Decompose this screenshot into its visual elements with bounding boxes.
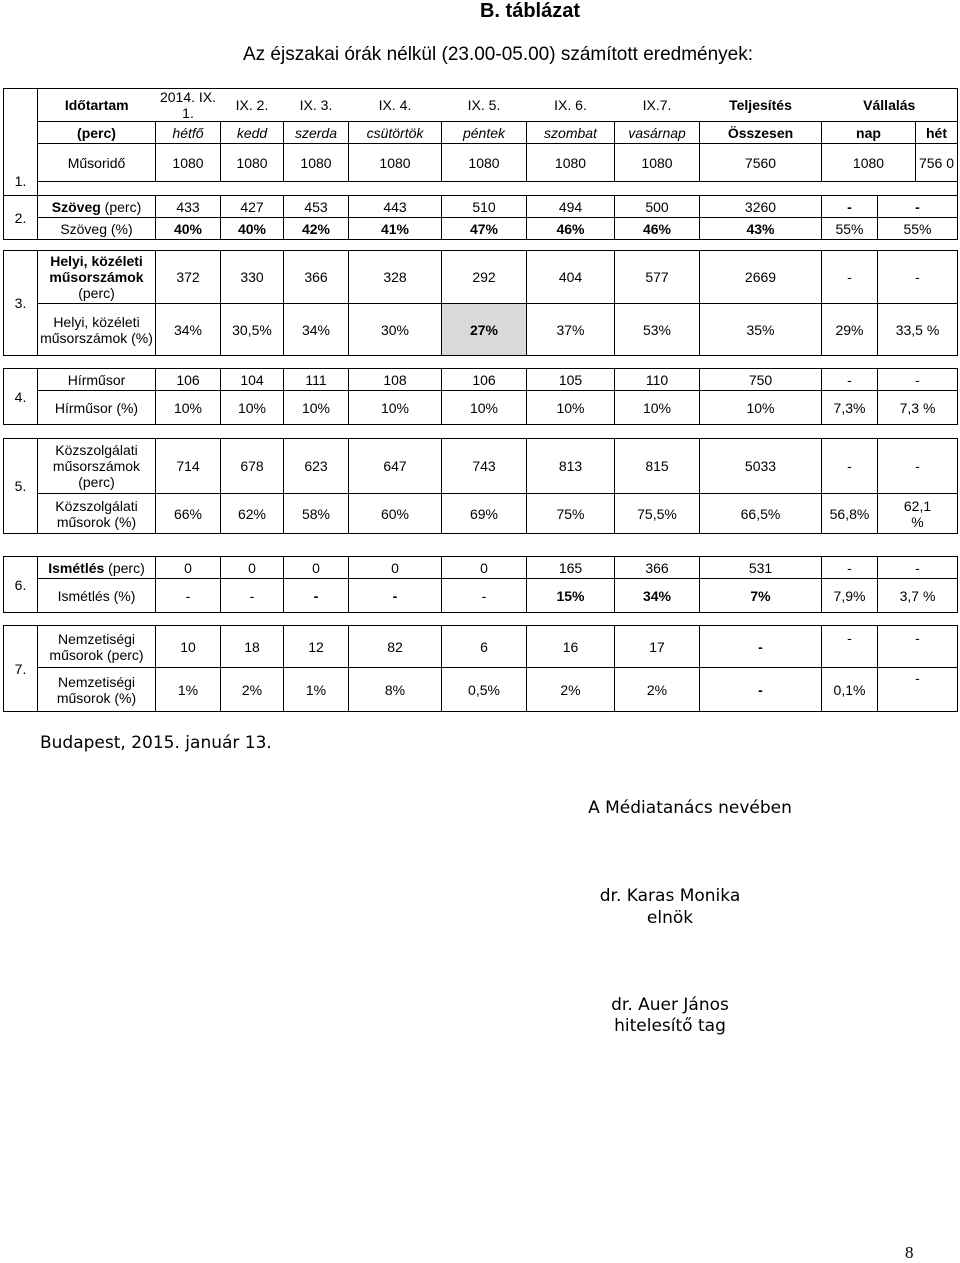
document-subtitle: Az éjszakai órák nélkül (23.00-05.00) számított eredmények: [242, 44, 754, 65]
cell-value: 647 [349, 439, 442, 494]
cell-value: 15% [527, 579, 615, 613]
cell-value: 577 [615, 251, 700, 304]
cell-value: 1% [156, 668, 221, 712]
cell-value: 1% [284, 668, 349, 712]
cell-value: 1080 [284, 144, 349, 182]
cell-value: 510 [442, 196, 527, 218]
header-weekday: szerda [284, 122, 349, 144]
cell-value: 40% [156, 218, 221, 240]
cell-value: 8% [349, 668, 442, 712]
cell-total: 2669 [700, 251, 822, 304]
row-label: Közszolgálati műsorszámok (perc) [38, 439, 156, 494]
cell-week: - [878, 439, 958, 494]
header-date: IX.7. [615, 89, 700, 122]
cell-value: 10 [156, 626, 221, 668]
cell-value: 111 [284, 369, 349, 391]
cell-day: 1080 [822, 144, 916, 182]
section-number: 5. [4, 439, 38, 534]
cell-total: 43% [700, 218, 822, 240]
row-label: Hírműsor (%) [38, 391, 156, 425]
section-7-table [3, 625, 958, 712]
section-number: 2. [4, 196, 38, 240]
cell-value: 16 [527, 626, 615, 668]
row-label-unit: (perc) [100, 198, 142, 215]
cell-value: 328 [349, 251, 442, 304]
cell-value: 6 [442, 626, 527, 668]
section-5-table [3, 438, 958, 534]
cell-value: 404 [527, 251, 615, 304]
cell-value: 500 [615, 196, 700, 218]
cell-day: 7,9% [822, 579, 878, 613]
page-number: 8 [905, 1243, 914, 1262]
cell-week: - [878, 626, 958, 668]
cell-total: 5033 [700, 439, 822, 494]
cell-value: 2% [615, 668, 700, 712]
cell-value: 58% [284, 494, 349, 534]
row-label: Közszolgálati műsorok (%) [38, 494, 156, 534]
cell-week: - [878, 668, 958, 712]
cell-value: 41% [349, 218, 442, 240]
cell-value: 106 [442, 369, 527, 391]
cell-week: - [878, 557, 958, 579]
cell-week: - [878, 251, 958, 304]
cell-week: 62,1 % [878, 494, 958, 534]
row-label: Helyi, közéleti műsorszámok (%) [38, 304, 156, 356]
cell-total: 10% [700, 391, 822, 425]
header-day: nap [822, 122, 916, 144]
cell-value: 494 [527, 196, 615, 218]
cell-day: - [822, 439, 878, 494]
cell-value: 10% [284, 391, 349, 425]
section-number: 7. [4, 626, 38, 712]
header-fulfilment: Teljesítés [700, 89, 822, 122]
cell-value: 10% [156, 391, 221, 425]
cell-value: 46% [527, 218, 615, 240]
section-4-table [3, 368, 958, 425]
cell-value: - [284, 579, 349, 613]
cell-total: 7% [700, 579, 822, 613]
cell-value: 743 [442, 439, 527, 494]
cell-value: 366 [615, 557, 700, 579]
header-duration: Időtartam [38, 89, 156, 122]
section-3-table [3, 250, 958, 356]
header-weekday: vasárnap [615, 122, 700, 144]
cell-value: 813 [527, 439, 615, 494]
cell-value: 714 [156, 439, 221, 494]
cell-week: - [878, 196, 958, 218]
place-date: Budapest, 2015. január 13. [40, 733, 272, 753]
row-label-unit: (perc) [78, 285, 115, 301]
cell-value: 0 [221, 557, 284, 579]
cell-week: 7,3 % [878, 391, 958, 425]
cell-value: 1080 [442, 144, 527, 182]
cell-value: 10% [349, 391, 442, 425]
header-weekday: hétfő [156, 122, 221, 144]
row-label-unit: (perc) [104, 559, 145, 576]
cell-value: 330 [221, 251, 284, 304]
header-weekday: csütörtök [349, 122, 442, 144]
cell-value: 1080 [615, 144, 700, 182]
cell-total: 531 [700, 557, 822, 579]
cell-value: 10% [221, 391, 284, 425]
cell-value: 292 [442, 251, 527, 304]
cell-value: 75% [527, 494, 615, 534]
section-6-table [3, 556, 958, 613]
on-behalf-of: A Médiatanács nevében [588, 798, 792, 818]
cell-value-highlight: 27% [442, 304, 527, 356]
cell-value: 53% [615, 304, 700, 356]
cell-value: 10% [615, 391, 700, 425]
cell-value: 40% [221, 218, 284, 240]
header-date: IX. 6. [527, 89, 615, 122]
cell-total: 7560 [700, 144, 822, 182]
cell-value: 105 [527, 369, 615, 391]
section-number: 1. [4, 89, 38, 196]
cell-value: 165 [527, 557, 615, 579]
header-weekday: péntek [442, 122, 527, 144]
cell-value: - [442, 579, 527, 613]
cell-day: - [822, 626, 878, 668]
cell-value: 433 [156, 196, 221, 218]
cell-value: 1080 [221, 144, 284, 182]
cell-value: 34% [615, 579, 700, 613]
cell-total: 750 [700, 369, 822, 391]
cell-value: 623 [284, 439, 349, 494]
section-number: 3. [4, 251, 38, 356]
header-date: IX. 4. [349, 89, 442, 122]
cell-value: 10% [442, 391, 527, 425]
cell-value: 10% [527, 391, 615, 425]
cell-value: 42% [284, 218, 349, 240]
cell-week: - [878, 369, 958, 391]
cell-value: 2% [527, 668, 615, 712]
cell-value: 110 [615, 369, 700, 391]
cell-total: 3260 [700, 196, 822, 218]
cell-day: - [822, 196, 878, 218]
header-date: IX. 3. [284, 89, 349, 122]
cell-value: 453 [284, 196, 349, 218]
cell-day: 56,8% [822, 494, 878, 534]
cell-value: 37% [527, 304, 615, 356]
header-weekday: szombat [527, 122, 615, 144]
cell-value: 1080 [349, 144, 442, 182]
cell-value: 47% [442, 218, 527, 240]
cell-value: 30,5% [221, 304, 284, 356]
header-unit: (perc) [38, 122, 156, 144]
cell-value: 427 [221, 196, 284, 218]
header-total: Összesen [700, 122, 822, 144]
cell-value: 104 [221, 369, 284, 391]
cell-value: 66% [156, 494, 221, 534]
cell-value: 46% [615, 218, 700, 240]
cell-day: 0,1% [822, 668, 878, 712]
section-number: 6. [4, 557, 38, 613]
document-title: B. táblázat [479, 0, 581, 22]
row-label: Szöveg [51, 198, 101, 215]
signer-2-name: dr. Auer János [611, 995, 729, 1015]
section-number: 4. [4, 369, 38, 425]
cell-day: - [822, 251, 878, 304]
signer-2-title: hitelesítő tag [614, 1016, 726, 1036]
cell-value: 2% [221, 668, 284, 712]
cell-value: 366 [284, 251, 349, 304]
signer-1-title: elnök [646, 908, 694, 928]
cell-value: 1080 [527, 144, 615, 182]
cell-value: 0 [349, 557, 442, 579]
cell-value: 108 [349, 369, 442, 391]
header-week: hét [916, 122, 958, 144]
cell-value: 30% [349, 304, 442, 356]
cell-day: - [822, 557, 878, 579]
row-label: Szöveg (%) [38, 218, 156, 240]
cell-value: 75,5% [615, 494, 700, 534]
cell-value: 0 [442, 557, 527, 579]
cell-value: - [156, 579, 221, 613]
cell-week: 756 0 [916, 144, 958, 182]
cell-total: - [700, 668, 822, 712]
cell-week: 3,7 % [878, 579, 958, 613]
header-weekday: kedd [221, 122, 284, 144]
cell-week: 33,5 % [878, 304, 958, 356]
header-date: 2014. IX. 1. [156, 89, 221, 122]
cell-day: 7,3% [822, 391, 878, 425]
cell-day: 55% [822, 218, 878, 240]
cell-value: 815 [615, 439, 700, 494]
row-label: Nemzetiségi műsorok (perc) [38, 626, 156, 668]
cell-day: - [822, 369, 878, 391]
row-label: Ismétlés (%) [38, 579, 156, 613]
cell-value: 34% [284, 304, 349, 356]
cell-value: 62% [221, 494, 284, 534]
row-label: Műsoridő [38, 144, 156, 182]
row-label: Nemzetiségi műsorok (%) [38, 668, 156, 712]
cell-value: 0 [284, 557, 349, 579]
cell-value: 18 [221, 626, 284, 668]
row-label: Hírműsor [38, 369, 156, 391]
cell-value: 69% [442, 494, 527, 534]
header-commitment: Vállalás [822, 89, 958, 122]
signer-1-name: dr. Karas Monika [599, 886, 741, 906]
cell-value: 372 [156, 251, 221, 304]
cell-value: 60% [349, 494, 442, 534]
row-label: Helyi, közéleti műsorszámok [49, 253, 144, 285]
section-2-table [3, 195, 958, 240]
cell-week: 55% [878, 218, 958, 240]
cell-value: 34% [156, 304, 221, 356]
cell-value: 0,5% [442, 668, 527, 712]
cell-day: 29% [822, 304, 878, 356]
cell-value: 17 [615, 626, 700, 668]
cell-value: 12 [284, 626, 349, 668]
header-date: IX. 2. [221, 89, 284, 122]
cell-total: - [700, 626, 822, 668]
header-date: IX. 5. [442, 89, 527, 122]
section-1-table [3, 88, 958, 196]
cell-value: 678 [221, 439, 284, 494]
cell-value: 1080 [156, 144, 221, 182]
cell-value: - [349, 579, 442, 613]
cell-total: 35% [700, 304, 822, 356]
cell-value: 0 [156, 557, 221, 579]
cell-value: 82 [349, 626, 442, 668]
cell-value: - [221, 579, 284, 613]
cell-value: 443 [349, 196, 442, 218]
cell-value: 106 [156, 369, 221, 391]
cell-total: 66,5% [700, 494, 822, 534]
row-label: Ismétlés [48, 559, 105, 576]
